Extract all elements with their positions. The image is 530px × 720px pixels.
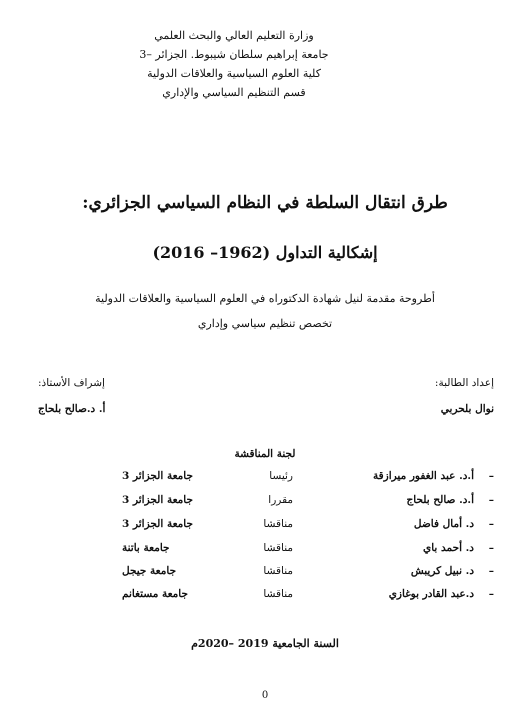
member-university: جامعة باتنة [122,542,170,554]
committee-member-row [0,494,530,514]
ministry-name: وزارة التعليم العالي والبحث العلمي [154,29,314,42]
thesis-title: طرق انتقال السلطة في النظام السياسي الجزائري: [82,193,448,213]
member-name: د.عبد القادر بوغازي [388,588,474,600]
supervisor-name: أ. د.صالح بلحاج [38,403,106,415]
member-role: مقررا [268,494,293,506]
bullet-dash: – [488,588,494,600]
member-name: د. نبيل كريبش [410,565,474,577]
member-name: د. أحمد باي [423,542,474,554]
bullet-dash: – [488,565,494,577]
bullet-dash: – [488,470,494,482]
preparer-name: نوال بلحربي [440,403,494,415]
institution-header [124,26,344,102]
member-name: د. أمال فاضل [413,518,474,530]
committee-member-row [0,518,530,538]
member-role: مناقشا [263,588,293,600]
member-university: جامعة الجزائر 3 [122,494,193,506]
member-role: مناقشا [263,542,293,554]
member-university: جامعة الجزائر 3 [122,470,193,482]
degree-statement: أطروحة مقدمة لنيل شهادة الدكتوراه في العلوم السياسية والعلاقات الدولية [95,292,435,305]
committee-member-row [0,542,530,562]
member-university: جامعة الجزائر 3 [122,518,193,530]
specialization: تخصص تنظيم سياسي وإداري [197,317,333,330]
committee-member-row [0,588,530,608]
bullet-dash: – [488,542,494,554]
member-role: مناقشا [263,565,293,577]
committee-member-row [0,565,530,585]
member-university: جامعة جيجل [122,565,177,577]
faculty-name: كلية العلوم السياسية والعلاقات الدولية [147,67,321,80]
academic-year: السنة الجامعية 2019 –2020م [191,637,339,650]
committee-title: لجنة المناقشة [234,448,296,460]
thesis-subtitle: إشكالية التداول (1962– 2016) [152,243,378,262]
bullet-dash: – [488,494,494,506]
university-name: جامعة إبراهيم سلطان شيبوط. الجزائر –3 [139,48,329,61]
member-role: رئيسا [269,470,293,482]
department-name: قسم التنظيم السياسي والإداري [162,86,306,99]
committee-member-row [0,470,530,490]
member-name: أ.د. عبد الغفور ميرازقة [372,470,474,482]
preparer-label: إعداد الطالبة: [434,377,494,389]
bullet-dash: – [488,518,494,530]
page-number: 0 [261,690,269,701]
member-university: جامعة مستغانم [122,588,188,600]
member-name: أ.د. صالح بلحاج [406,494,474,506]
member-role: مناقشا [263,518,293,530]
supervisor-label: إشراف الأستاذ: [38,377,105,389]
